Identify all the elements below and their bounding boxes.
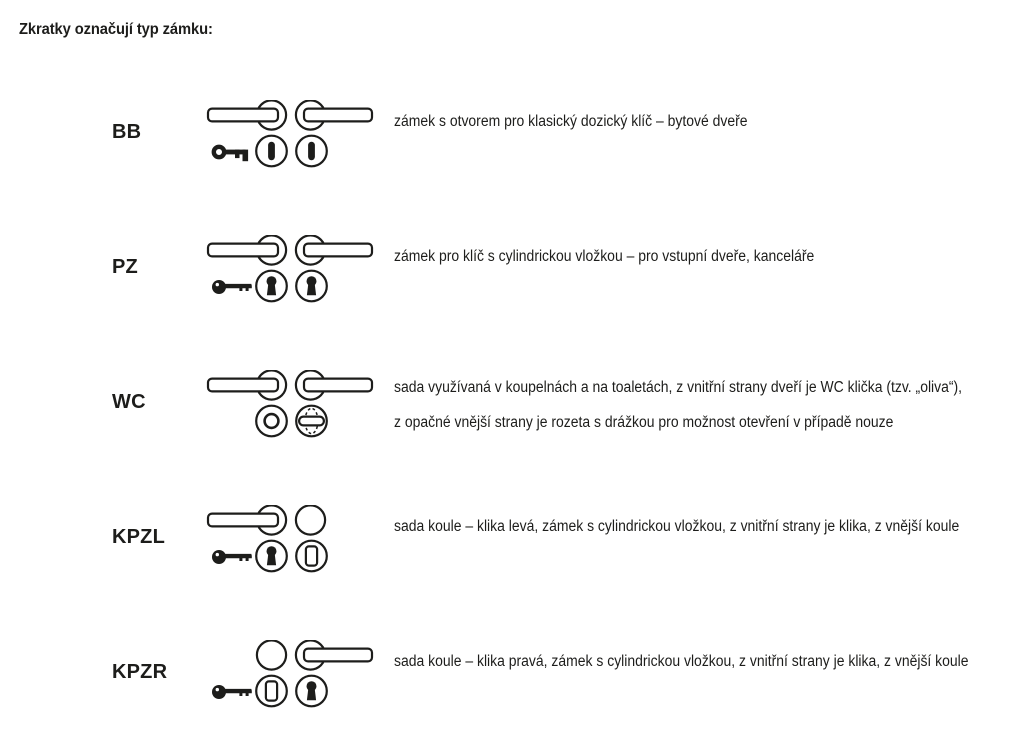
rosette-keyhole-bb-icon <box>296 136 327 167</box>
rosette-groove-icon <box>256 406 287 437</box>
rosette-keyhole-pz-icon <box>296 271 327 302</box>
lock-type-code: PZ <box>112 256 138 278</box>
rosette-keyhole-pz-icon <box>256 541 287 572</box>
rosette-keyhole-pz-icon <box>256 271 287 302</box>
description-line: sada využívaná v koupelnách a na toaletách, z vnitřní strany dveří je WC klička (tzv. „oliva“), <box>394 379 963 396</box>
lock-hardware-icon <box>205 370 375 440</box>
lever-handle-right-icon <box>296 235 372 264</box>
lock-type-code: WC <box>112 391 146 413</box>
rosette-keyhole-bb-icon <box>256 136 287 167</box>
rosette-blind-icon <box>296 541 327 572</box>
lock-type-code: BB <box>112 121 142 143</box>
lock-type-description <box>394 112 748 132</box>
description-line: zámek pro klíč s cylindrickou vložkou – pro vstupní dveře, kanceláře <box>394 248 815 265</box>
rosette-oliva-icon <box>296 406 327 437</box>
lock-type-description <box>394 652 969 672</box>
description-line: sada koule – klika pravá, zámek s cylindrickou vložkou, z vnitřní strany je klika, z vnější koule <box>394 653 969 670</box>
description-line: sada koule – klika levá, zámek s cylindrickou vložkou, z vnitřní strany je klika, z vnější koule <box>394 518 960 535</box>
lock-hardware-icon <box>205 235 375 305</box>
lever-handle-right-icon <box>296 640 372 669</box>
door-knob-icon <box>257 640 286 669</box>
rosette-keyhole-pz-icon <box>296 676 327 707</box>
lever-handle-left-icon <box>208 235 286 264</box>
lock-type-description <box>394 517 959 537</box>
page-title: Zkratky označují typ zámku: <box>19 21 213 38</box>
description-line: zámek s otvorem pro klasický dozický klíč – bytové dveře <box>394 113 748 130</box>
lever-handle-left-icon <box>208 505 286 534</box>
rosette-blind-icon <box>256 676 287 707</box>
key-cylinder-icon <box>212 550 252 564</box>
lock-hardware-icon <box>205 505 375 575</box>
lock-type-code: KPZR <box>112 661 168 683</box>
lock-type-description <box>394 247 814 267</box>
lock-hardware-icon <box>205 640 375 710</box>
door-knob-icon <box>296 505 325 534</box>
lock-hardware-icon <box>205 100 375 170</box>
lever-handle-right-icon <box>296 370 372 399</box>
lever-handle-left-icon <box>208 370 286 399</box>
lever-handle-left-icon <box>208 100 286 129</box>
lock-type-code: KPZL <box>112 526 166 548</box>
lock-type-description <box>394 370 962 440</box>
key-cylinder-icon <box>212 685 252 699</box>
key-cylinder-icon <box>212 280 252 294</box>
lever-handle-right-icon <box>296 100 372 129</box>
description-line: z opačné vnější strany je rozeta s drážkou pro možnost otevření v případě nouze <box>394 414 894 431</box>
key-classic-icon <box>214 147 248 161</box>
